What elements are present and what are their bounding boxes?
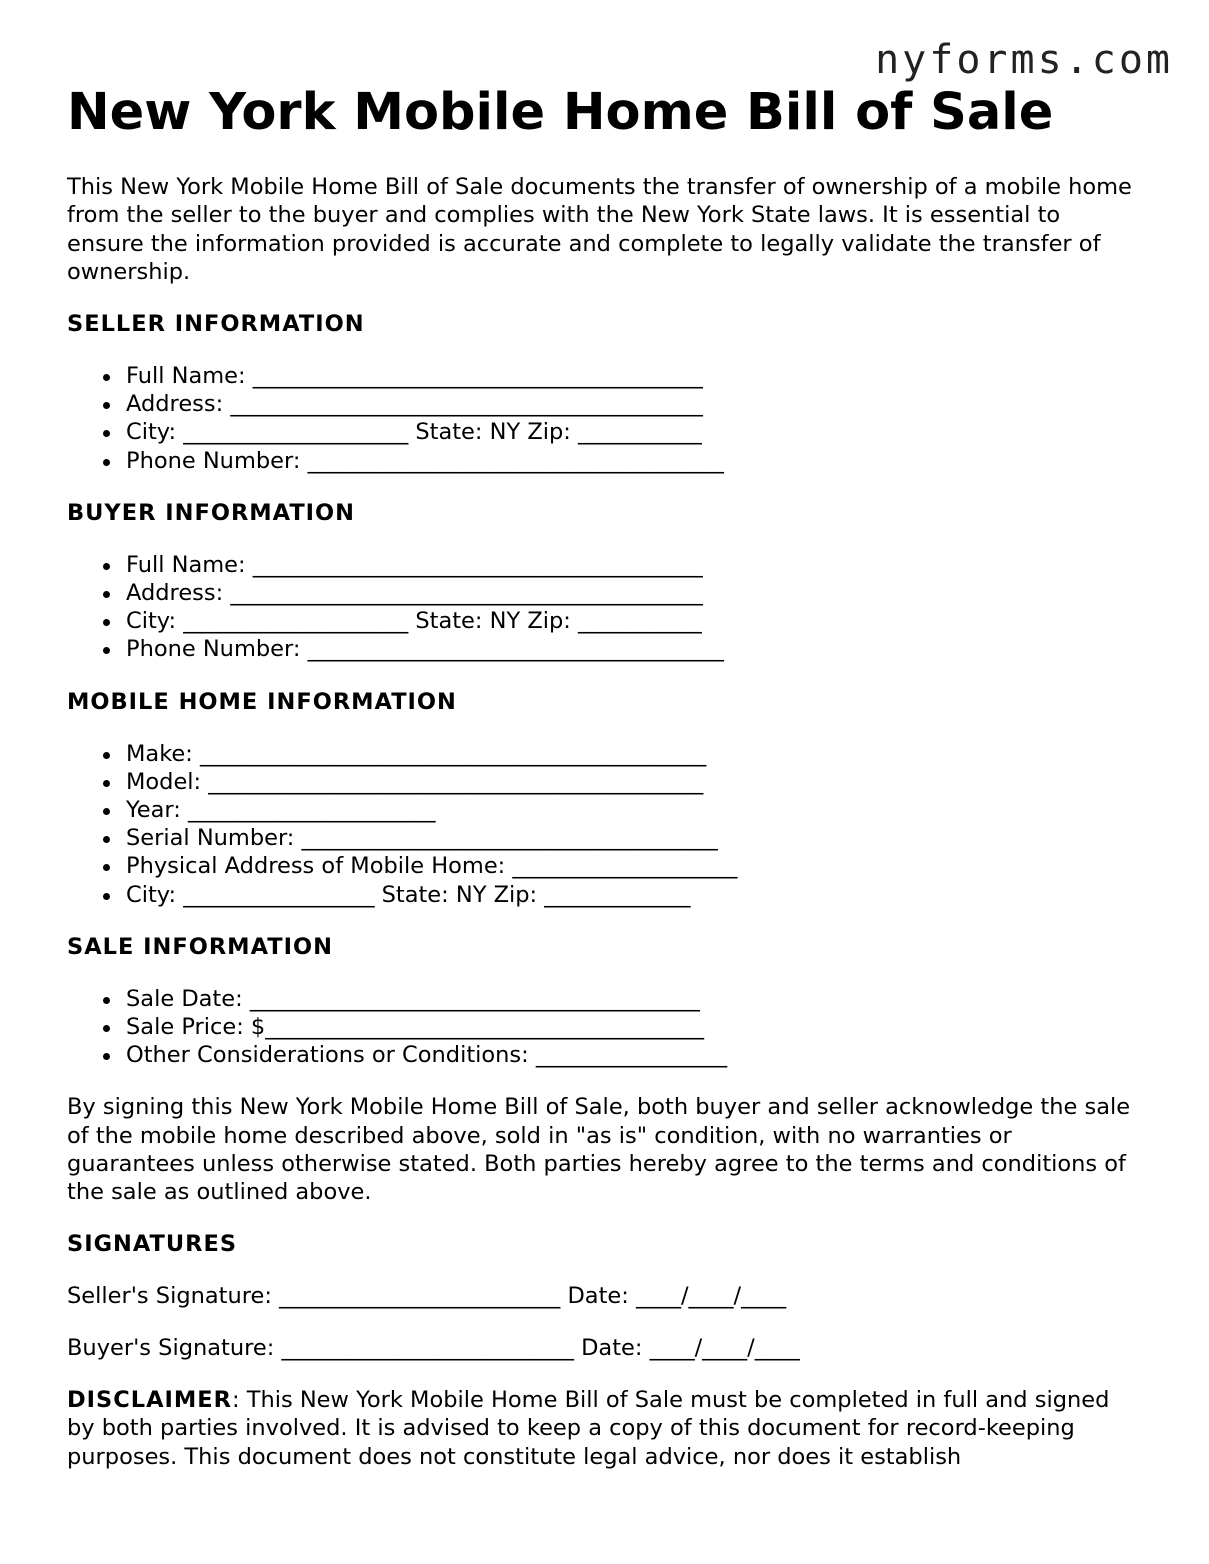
mobile-home-fields-list — [67, 740, 1142, 909]
sale-section-heading: SALE INFORMATION — [67, 933, 333, 960]
document-page — [67, 82, 1142, 1471]
seller-city-state-zip-field: City: ____________________ State: NY Zip: ___________ — [126, 418, 1142, 446]
seller-section-heading: SELLER INFORMATION — [67, 311, 365, 337]
buyer-city-state-zip-field: City: ____________________ State: NY Zip: ___________ — [126, 607, 1142, 635]
document-title: New York Mobile Home Bill of Sale — [67, 83, 1054, 142]
seller-signature-line: Seller's Signature: _________________________ Date: ____/____/____ — [67, 1283, 787, 1310]
buyer-fields-list — [67, 551, 1142, 664]
home-city-state-zip-field: City: _________________ State: NY Zip: _____________ — [126, 881, 1142, 909]
year-field: Year: ______________________ — [126, 796, 1142, 824]
other-conditions-field: Other Considerations or Conditions: _________________ — [126, 1041, 1142, 1069]
serial-number-field: Serial Number: _____________________________________ — [126, 824, 1142, 852]
seller-full-name-field: Full Name: ________________________________________ — [126, 362, 1142, 390]
sale-fields-list — [67, 985, 1142, 1070]
acknowledgment-paragraph: By signing this New York Mobile Home Bill of Sale, both buyer and seller acknowledge the sale of the mobile home described above, sold in "as is" condition, with no warranties or guarantees unless otherwise stated. Both parties hereby agree to the terms and conditions of the sale as outlined above. — [67, 1094, 1131, 1206]
seller-phone-field: Phone Number: _____________________________________ — [126, 447, 1142, 475]
disclaimer-label: DISCLAIMER — [67, 1387, 232, 1414]
disclaimer-paragraph — [67, 1386, 1142, 1471]
make-field: Make: _____________________________________________ — [126, 740, 1142, 768]
disclaimer-text: : This New York Mobile Home Bill of Sale must be completed in full and signed by both parties involved. It is advised to keep a copy of this document for record-keeping purposes. This document does not constitute legal advice, nor does it establish — [67, 1387, 1110, 1470]
buyer-full-name-field: Full Name: ________________________________________ — [126, 551, 1142, 579]
sale-price-field: Sale Price: $_______________________________________ — [126, 1013, 1142, 1041]
model-field: Model: ____________________________________________ — [126, 768, 1142, 796]
sale-date-field: Sale Date: ________________________________________ — [126, 985, 1142, 1013]
site-watermark: nyforms.com — [875, 37, 1173, 83]
physical-address-field: Physical Address of Mobile Home: ____________________ — [126, 852, 1142, 880]
buyer-section-heading: BUYER INFORMATION — [67, 499, 355, 526]
mobile-home-section-heading: MOBILE HOME INFORMATION — [67, 688, 457, 715]
seller-fields-list — [67, 362, 1142, 475]
signatures-section-heading: SIGNATURES — [67, 1231, 238, 1258]
intro-paragraph: This New York Mobile Home Bill of Sale documents the transfer of ownership of a mobile home from the seller to the buyer and complies with the New York State laws. It is essential to ensure the information provided is accurate and complete to legally validate the transfer of ownership. — [67, 174, 1132, 285]
buyer-signature-line: Buyer's Signature: __________________________ Date: ____/____/____ — [67, 1335, 800, 1362]
buyer-address-field: Address: __________________________________________ — [126, 579, 1142, 607]
seller-address-field: Address: __________________________________________ — [126, 390, 1142, 418]
buyer-phone-field: Phone Number: _____________________________________ — [126, 635, 1142, 663]
